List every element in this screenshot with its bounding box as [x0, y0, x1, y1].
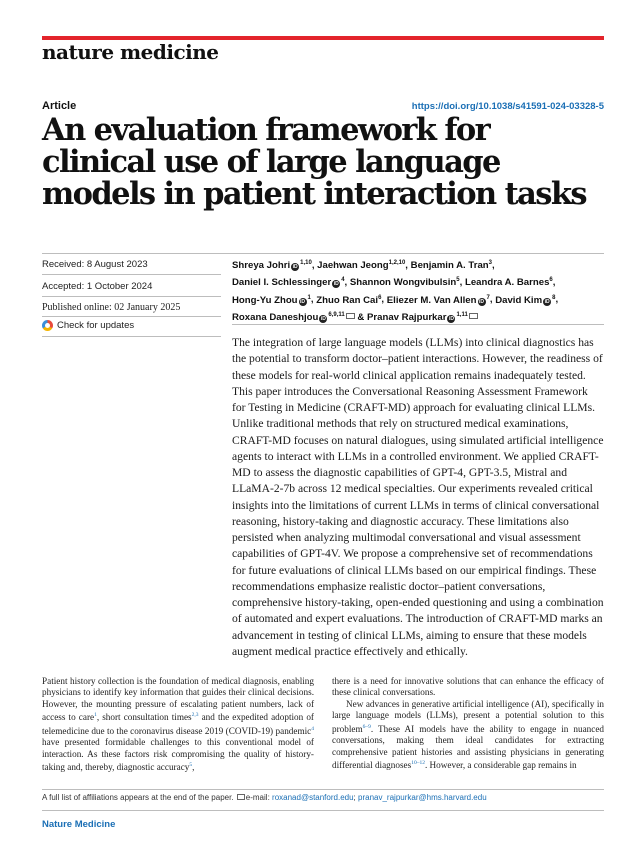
envelope-icon[interactable] [346, 313, 355, 319]
author-name[interactable]: Pranav Rajpurkar iD$^{1,11}$ [367, 312, 478, 323]
journal-logo[interactable]: nature medicine [42, 40, 219, 64]
envelope-icon[interactable] [469, 313, 478, 319]
email-link-daneshjou[interactable]: roxanad@stanford.edu [272, 793, 354, 802]
check-for-updates-label: Check for updates [57, 320, 135, 331]
author-separator: , [555, 294, 559, 306]
received-date: Received: 8 August 2023 [42, 259, 148, 270]
author-separator: , [459, 277, 465, 289]
published-date: Published online: 02 January 2025 [42, 302, 181, 313]
author-separator: , [344, 277, 350, 289]
author-name[interactable]: Jaehwan Jeong$^{1,2,10}$ [317, 260, 406, 272]
author-name[interactable]: Leandra A. Barnes$^6$ [464, 277, 553, 289]
article-type: Article [42, 100, 77, 112]
orcid-icon[interactable]: iD [479, 298, 484, 305]
affiliation-ref: 1,10 [300, 260, 312, 266]
orcid-icon[interactable]: iD [292, 264, 298, 271]
affiliation-ref: 8 [552, 294, 556, 301]
footer-journal-name: Nature Medicine [42, 819, 116, 830]
author-name[interactable]: Daniel I. Schlessinger $iD^4$ [232, 277, 345, 289]
author-name[interactable]: Roxana Daneshjou iD$^{6,9,11}$ [232, 312, 355, 323]
citation[interactable]: 10–12 [411, 759, 425, 766]
author-name[interactable]: Hong-Yu Zhou $iD^1$ [232, 294, 311, 306]
meta-divider [42, 336, 221, 337]
envelope-icon [237, 794, 245, 800]
affiliation-ref: 1,2,10 [388, 260, 406, 266]
abstract-divider [232, 324, 604, 325]
citation[interactable]: 4 [311, 725, 314, 732]
affiliation-ref: 1,11 [456, 311, 468, 318]
header-divider [42, 253, 604, 254]
meta-divider [42, 296, 221, 297]
orcid-icon[interactable]: iD [448, 315, 454, 322]
crossmark-icon [42, 320, 53, 331]
author-separator: , [405, 260, 411, 272]
author-separator: , [489, 294, 496, 306]
author-name[interactable]: Eliezer M. Van Allen $iD^7$ [386, 294, 490, 306]
footer-divider [42, 810, 604, 811]
orcid-icon[interactable]: iD [300, 298, 306, 305]
meta-divider [42, 316, 221, 317]
orcid-icon[interactable]: iD [333, 281, 339, 288]
meta-divider [42, 274, 221, 275]
body-column-left [42, 676, 314, 773]
author-list [232, 256, 604, 325]
citation[interactable]: 6–9 [362, 723, 371, 730]
author-name[interactable]: Benjamin A. Tran$^3$ [410, 260, 492, 272]
author-name[interactable]: Shannon Wongvibulsin$^5$ [349, 277, 460, 289]
author-name[interactable]: David Kim $iD^8$ [495, 294, 556, 306]
citation[interactable]: 5 [189, 761, 193, 768]
author-separator: , [552, 277, 556, 289]
orcid-icon[interactable]: iD [544, 298, 550, 305]
author-separator: , [311, 260, 318, 272]
affiliation-ref: 6 [378, 294, 382, 301]
affiliation-ref: 6 [549, 277, 553, 284]
affiliation-ref: 3 [488, 260, 492, 266]
affiliation-ref: 1 [307, 294, 311, 301]
article-title: An evaluation framework for clinical use of large language models in patient interaction tasks [42, 112, 586, 212]
footnote-divider [42, 789, 604, 790]
affiliation-ref: 6,9,11 [328, 311, 345, 318]
accepted-date: Accepted: 1 October 2024 [42, 281, 153, 292]
author-separator: , [381, 294, 387, 306]
check-for-updates-button[interactable] [42, 320, 134, 331]
author-separator: , [492, 260, 495, 272]
intro-paragraph: Patient history collection is the foundation of medical diagnosis, enabling physicians to identify key information that guides their clinical decisions. However, the mounting pressure of escalating patient numbers, lack of access to care$^1$, short consultation times$^{2,3}$ and the expedited adoption of telemedicine due to the coronavirus disease 2019 (COVID-19) pandemic$^4$ have presented formidable challenges to this conventional model of interaction. As these factors risk compromising the quality of history-taking and, thereby, diagnostic accuracy$^5$, [42, 676, 314, 773]
llm-paragraph: New advances in generative artificial intelligence (AI), specifically in large language models (LLMs), present a potential solution to this problem$^{6-9}$. These AI models have the ability to engage in nuanced conversations, making them ideal candidates for extracting comprehensive patient histories and assisting physicians in generating differential diagnoses$^{10-12}$. However, a considerable gap remains in [332, 698, 604, 770]
affiliation-ref: 7 [486, 294, 490, 301]
citation[interactable]: 1 [94, 712, 97, 719]
intro-paragraph-continued: there is a need for innovative solutions that can enhance the efficacy of these clinical conversations. [332, 676, 604, 698]
author-name[interactable]: Zhuo Ran Cai$^6$ [316, 294, 382, 306]
body-column-right [332, 676, 604, 771]
doi-link[interactable]: https://doi.org/10.1038/s41591-024-03328-5 [411, 101, 604, 112]
citation[interactable]: 2,3 [191, 712, 199, 719]
author-name[interactable]: Shreya Johri iD$^{1,10}$ [232, 260, 312, 272]
affiliation-ref: 5 [456, 277, 460, 284]
affiliation-ref: 4 [341, 277, 345, 284]
author-separator: , [310, 294, 317, 306]
abstract: The integration of large language models (LLMs) into clinical diagnostics has the potential to transform doctor–patient interactions. However, the readiness of these models for real-world clinical application remains inadequately tested. This paper introduces the Conversational Reasoning Assessment Framework for Testing in Medicine (CRAFT-MD) approach for evaluating clinical LLMs. Unlike traditional methods that rely on structured medical examinations, CRAFT-MD focuses on natural dialogues, using simulated artificial intelligence agents to interact with LLMs in a controlled environment. We applied CRAFT-MD to assess the diagnostic capabilities of GPT-4, GPT-3.5, Mistral and LLaMA-2-7b across 12 medical specialties. Our experiments revealed critical insights into the limitations of current LLMs in terms of clinical conversational reasoning, history-taking and diagnostic accuracy. These limitations also persisted when analyzing multimodal conversational and visual assessment capabilities of GPT-4V. We propose a comprehensive set of recommendations for future evaluations of clinical LLMs based on our empirical findings. These recommendations emphasize realistic doctor–patient conversations, comprehensive history-taking, open-ended questioning and using a combination of automated and expert evaluations. The introduction of CRAFT-MD marks an advancement in testing of clinical LLMs, aiming to ensure that these models augment medical practice effectively and ethically. [232, 336, 604, 658]
email-link-rajpurkar[interactable]: pranav_rajpurkar@hms.harvard.edu [358, 793, 487, 802]
affiliations-footnote: A full list of affiliations appears at the end of the paper. e-mail: roxanad@stanford.edu; pranav_rajpurkar@hms.harvard.edu [42, 793, 487, 802]
orcid-icon[interactable]: iD [320, 315, 326, 322]
author-separator: & [354, 311, 367, 323]
